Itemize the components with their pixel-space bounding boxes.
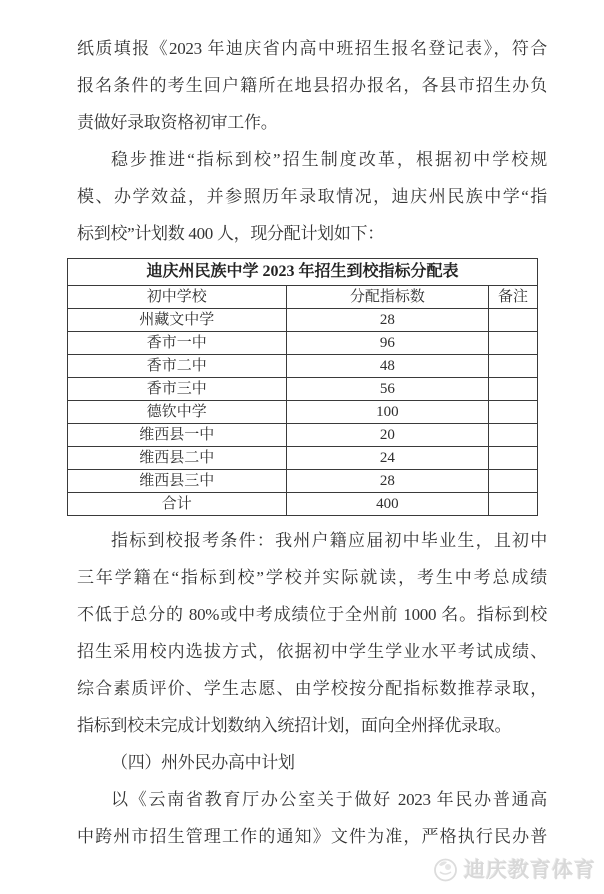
table-header-row [68, 286, 538, 309]
column-header-school: 初中学校 [68, 286, 287, 309]
cell-school: 香市一中 [68, 332, 287, 355]
text-line: 报名条件的考生回户籍所在地县招办报名，各县市招生办负 [77, 76, 547, 95]
table-row [68, 470, 538, 493]
paragraph [77, 781, 547, 855]
cell-quota: 400 [286, 493, 489, 516]
cell-remarks [489, 355, 538, 378]
watermark [432, 854, 596, 884]
paragraph [77, 30, 547, 141]
cell-quota: 48 [286, 355, 489, 378]
cell-school: 合计 [68, 493, 287, 516]
text-line: 指标到校未完成计划数纳入统招计划，面向全州择优录取。 [77, 716, 512, 735]
cell-school: 州藏文中学 [68, 309, 287, 332]
column-header-quota: 分配指标数 [286, 286, 489, 309]
text-line: 综合素质评价、学生志愿、由学校按分配指标数推荐录取， [77, 679, 547, 698]
text-line: 模、办学效益，并参照历年录取情况，迪庆州民族中学“指 [77, 187, 547, 206]
cell-remarks [489, 493, 538, 516]
table-title-row [68, 259, 538, 286]
cell-quota: 56 [286, 378, 489, 401]
cell-remarks [489, 309, 538, 332]
watermark-text: 迪庆教育体育 [464, 859, 596, 882]
cell-school: 维西县二中 [68, 447, 287, 470]
text-line: 指标到校报考条件：我州户籍应届初中毕业生，且初中 [111, 531, 547, 550]
watermark-logo-icon [432, 856, 459, 883]
column-header-remarks: 备注 [489, 286, 538, 309]
text-line: 责做好录取资格初审工作。 [77, 113, 278, 132]
cell-remarks [489, 332, 538, 355]
text-line: 稳步推进“指标到校”招生制度改革，根据初中学校规 [111, 150, 547, 169]
cell-remarks [489, 447, 538, 470]
table-row [68, 355, 538, 378]
table-row [68, 424, 538, 447]
text-line: 纸质填报《2023 年迪庆省内高中班招生报名登记表》，符合 [77, 39, 547, 58]
table-row [68, 378, 538, 401]
paragraph [77, 141, 547, 252]
cell-quota: 96 [286, 332, 489, 355]
cell-school: 香市三中 [68, 378, 287, 401]
cell-remarks [489, 424, 538, 447]
cell-quota: 20 [286, 424, 489, 447]
cell-quota: 28 [286, 309, 489, 332]
cell-school: 香市二中 [68, 355, 287, 378]
table-title: 迪庆州民族中学 2023 年招生到校指标分配表 [68, 259, 538, 286]
paragraph [77, 744, 547, 781]
paragraphs-after-table [77, 522, 547, 855]
table-row [68, 332, 538, 355]
paragraph [77, 522, 547, 744]
cell-quota: 24 [286, 447, 489, 470]
table-total-row [68, 493, 538, 516]
cell-school: 德钦中学 [68, 401, 287, 424]
text-line: （四）州外民办高中计划 [111, 753, 295, 772]
cell-remarks [489, 401, 538, 424]
text-line: 中跨州市招生管理工作的通知》文件为准，严格执行民办普 [77, 827, 547, 846]
text-line: 招生采用校内选拔方式，依据初中学生学业水平考试成绩、 [77, 642, 547, 661]
text-line: 标到校”计划数 400 人，现分配计划如下： [77, 224, 384, 243]
cell-remarks [489, 470, 538, 493]
cell-quota: 28 [286, 470, 489, 493]
text-line: 不低于总分的 80%或中考成绩位于全州前 1000 名。指标到校 [77, 605, 547, 624]
table-row [68, 447, 538, 470]
quota-allocation-table [67, 258, 538, 516]
cell-school: 维西县一中 [68, 424, 287, 447]
cell-remarks [489, 378, 538, 401]
table-row [68, 401, 538, 424]
cell-quota: 100 [286, 401, 489, 424]
text-line: 以《云南省教育厅办公室关于做好 2023 年民办普通高 [111, 790, 547, 809]
table-row [68, 309, 538, 332]
text-line: 三年学籍在“指标到校”学校并实际就读，考生中考总成绩 [77, 568, 547, 587]
cell-school: 维西县三中 [68, 470, 287, 493]
paragraphs-before-table [77, 30, 547, 252]
